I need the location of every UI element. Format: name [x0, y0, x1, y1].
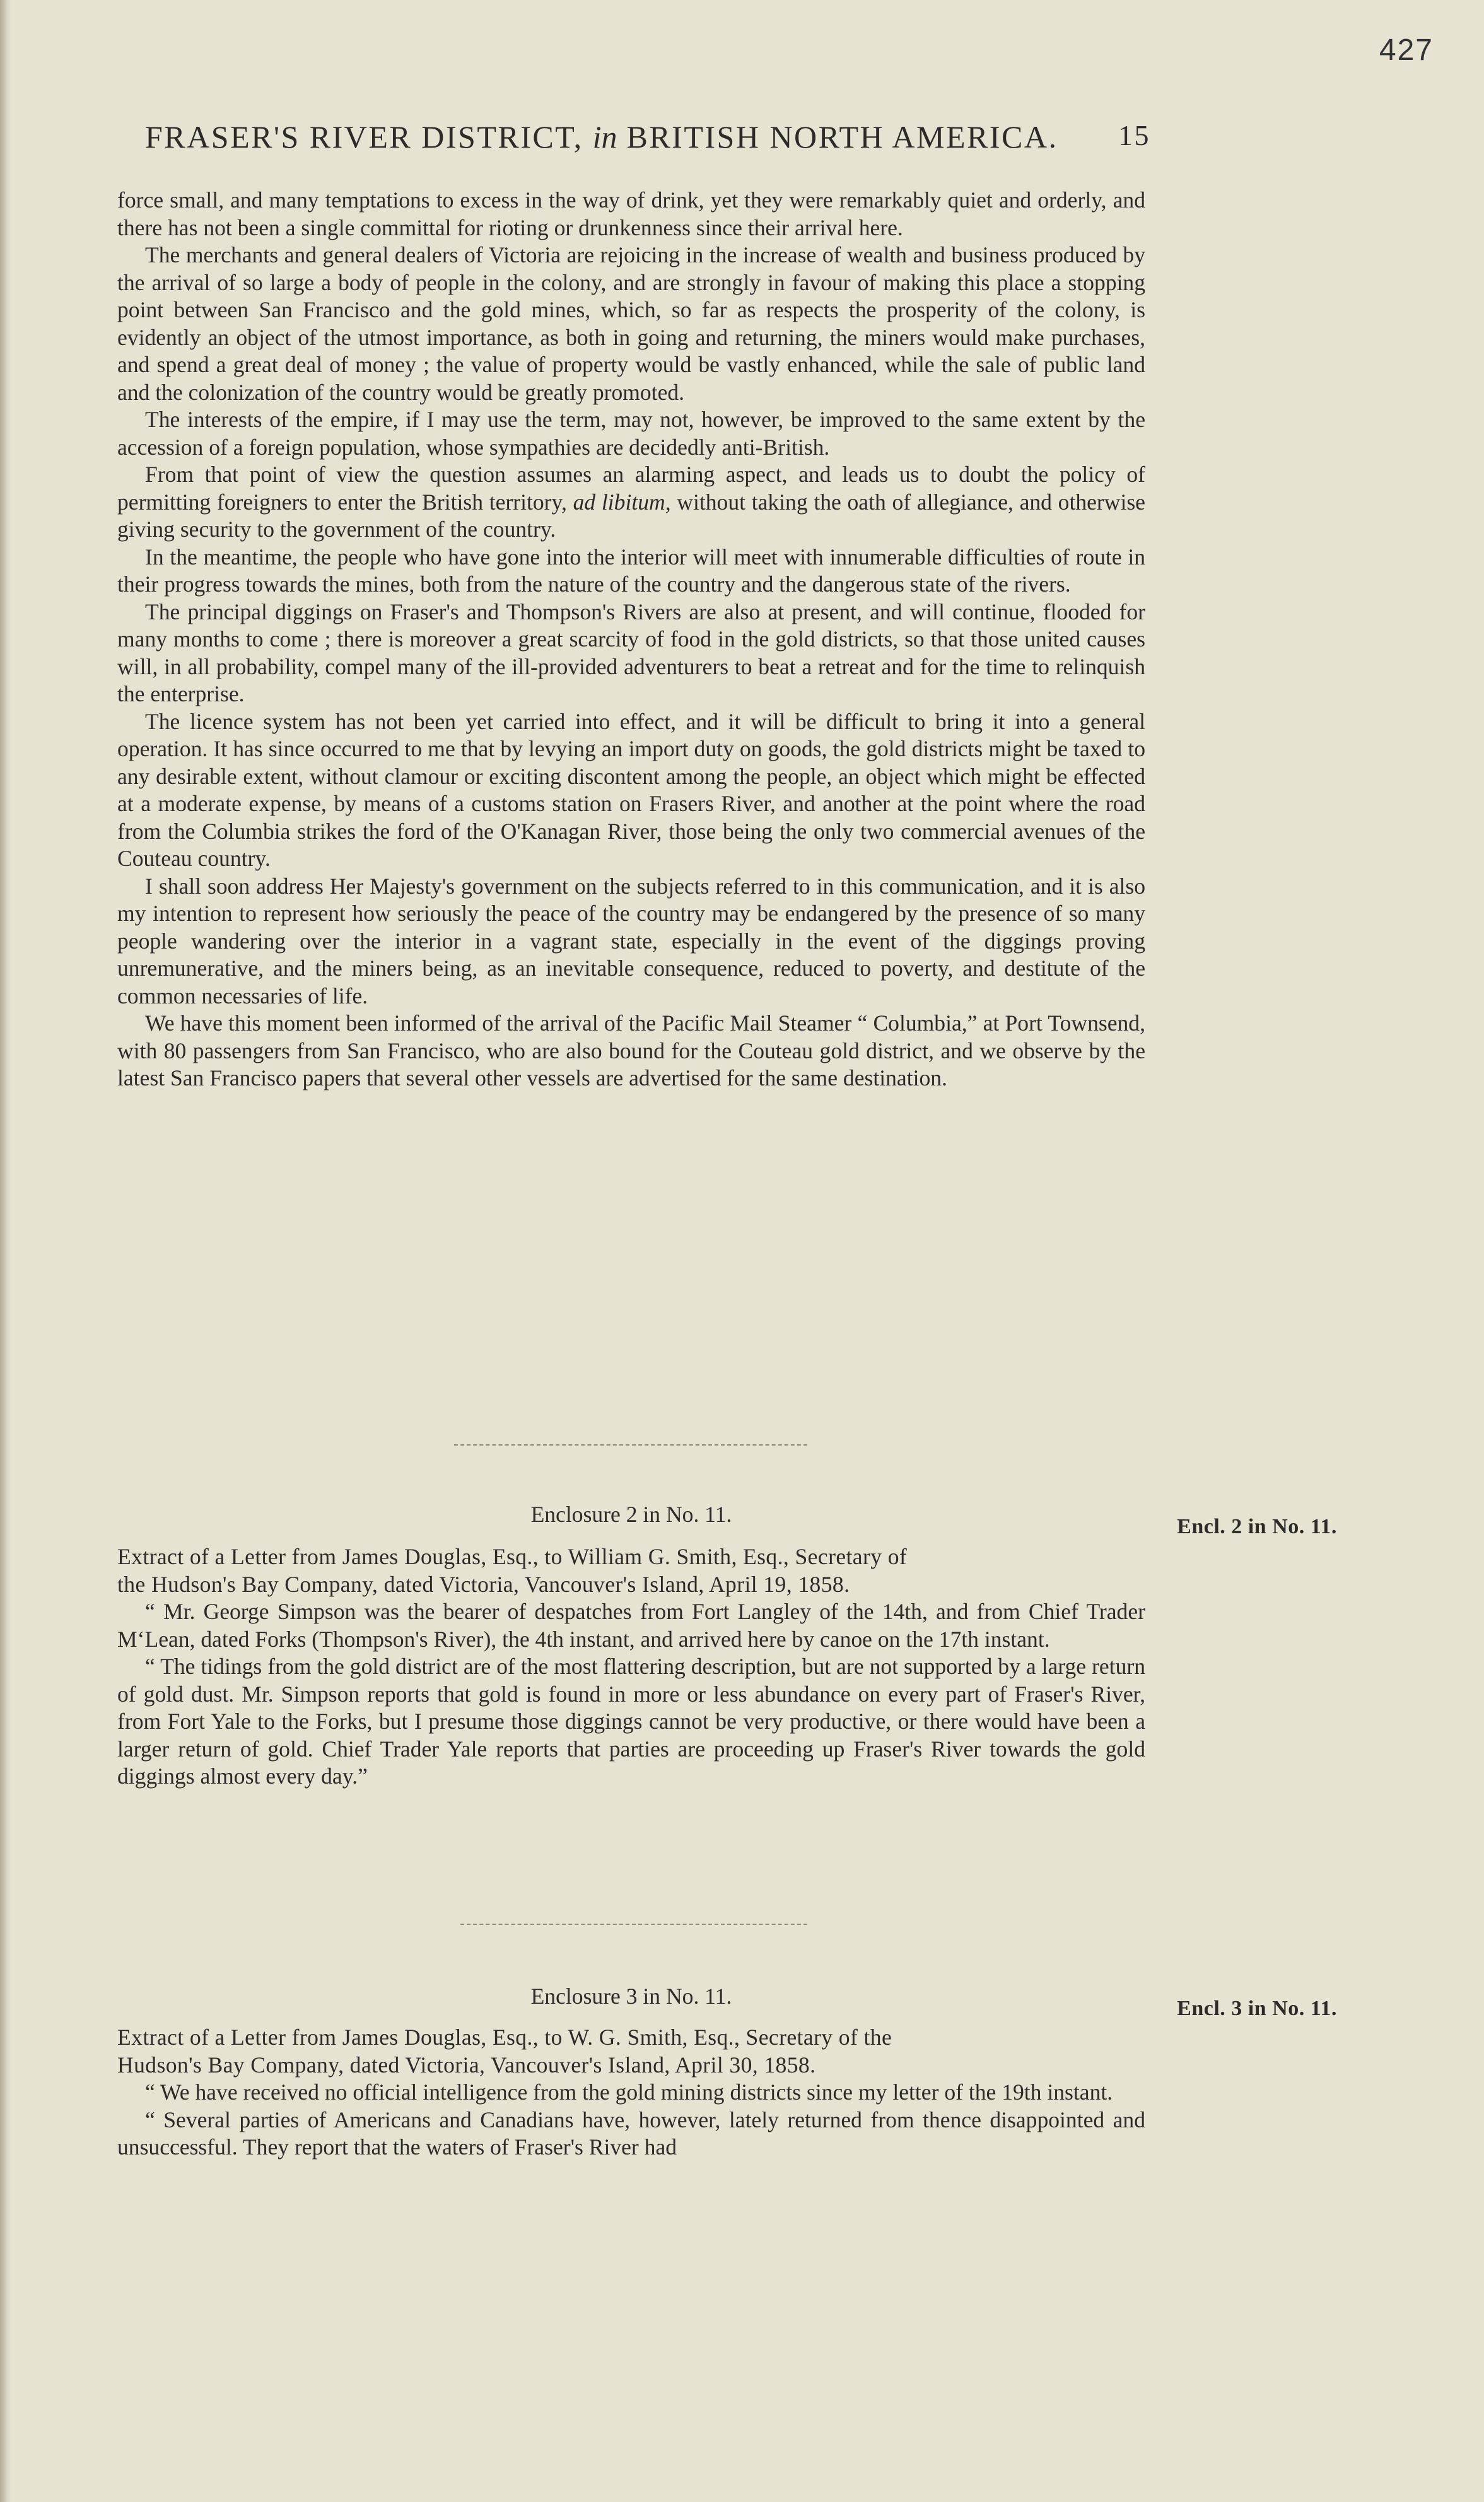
paragraph: In the meantime, the people who have gone into the interior will meet with innumerable difficulties of route in their progress towards the mines, both from the nature of the country and the dangerous state of the rivers. — [117, 544, 1145, 597]
running-head-title: FRASER'S RIVER DISTRICT, — [145, 119, 583, 155]
enclosure-2-heading: Enclosure 2 in No. 11. — [530, 1502, 732, 1527]
quoted-paragraph: “ We have received no official intelligence from the gold mining districts since my letter of the 19th instant. — [145, 2079, 1113, 2105]
running-head-in: in — [592, 119, 617, 155]
paragraph: The licence system has not been yet carried into effect, and it will be difficult to bring it into a general operation. It has since occurred to me that by levying an import duty on goods, the gold districts might be taxed to any desirable extent, without clamour or exciting discontent among the people, an object which might be effected at a moderate expense, by means of a customs station on Frasers River, and another at the point where the road from the Columbia strikes the ford of the O'Kanagan River, those being the only two commercial avenues of the Couteau country. — [117, 708, 1145, 871]
running-head-title-end: BRITISH NORTH AMERICA. — [626, 119, 1058, 155]
paragraph: The merchants and general dealers of Victoria are rejoicing in the increase of wealth and business produced by the arrival of so large a body of people in the colony, and are strongly in favour of making this place a stopping point between San Francisco and the gold mines, which, so far as respects the prosperity of the colony, is evidently an object of the utmost importance, as both in going and returning, the miners would make purchases, and spend a great deal of money ; the value of property would be vastly enhanced, while the sale of public land and the colonization of the country would be greatly promoted. — [117, 242, 1145, 405]
paragraph: The interests of the empire, if I may use the term, may not, however, be improved to the same extent by the accession of a foreign population, whose sympathies are decidedly anti-British. — [117, 407, 1145, 460]
paragraph: The principal diggings on Fraser's and Thompson's Rivers are also at present, and will continue, flooded for many months to come ; there is moreover a great scarcity of food in the gold districts, so that those united causes will, in all probability, compel many of the ill-provided adventurers to beat a retreat and for the time to relinquish the enterprise. — [117, 599, 1145, 706]
paragraph: force small, and many temptations to excess in the way of drink, yet they were remarkably quiet and orderly, and there has not been a single committal for rioting or drunkenness since their arrival here. — [117, 187, 1145, 240]
page-binding-edge — [0, 0, 11, 2502]
quoted-paragraph: “ Several parties of Americans and Canadians have, however, lately returned from thence disappointed and unsuccessful. They report that the waters of Fraser's River had — [117, 2107, 1145, 2160]
enclosure-3-margin-note: Encl. 3 in No. 11. — [1177, 1997, 1337, 2020]
enclosure-3-extract — [117, 2024, 1145, 2161]
paragraph — [117, 461, 1145, 544]
italic-phrase: ad libitum, — [573, 489, 671, 515]
quoted-paragraph: “ Mr. George Simpson was the bearer of despatches from Fort Langley of the 14th, and from Chief Trader M‘Lean, dated Forks (Thompson's River), the 4th instant, and arrived here by canoe on the 17th instant. — [117, 1599, 1145, 1652]
extract-title — [117, 2024, 1145, 2079]
enclosure-3-heading: Enclosure 3 in No. 11. — [530, 1984, 732, 2009]
running-head-number: 15 — [1118, 119, 1150, 151]
section-divider — [454, 1444, 807, 1446]
extract-title — [117, 1543, 1145, 1598]
enclosure-2-margin-note: Encl. 2 in No. 11. — [1177, 1515, 1337, 1538]
page-number: 427 — [1379, 33, 1434, 67]
extract-title-line: Extract of a Letter from James Douglas, Esq., to William G. Smith, Esq., Secretary of — [117, 1544, 908, 1569]
extract-title-line: the Hudson's Bay Company, dated Victoria, Vancouver's Island, April 19, 1858. — [117, 1571, 850, 1597]
enclosure-2-extract — [117, 1543, 1145, 1791]
paragraph-text: From that point of view the question assumes an alarming aspect, and leads us to doubt the policy of permitting foreigners to enter the British territory, — [117, 462, 1145, 515]
section-divider — [460, 1924, 807, 1925]
running-head — [145, 119, 1150, 155]
quoted-paragraph: “ The tidings from the gold district are of the most flattering description, but are not supported by a large return of gold dust. Mr. Simpson reports that gold is found in more or less abundance on every part of Fraser's River, from Fort Yale to the Forks, but I presume those diggings cannot be very productive, or there would have been a larger return of gold. Chief Trader Yale reports that parties are proceeding up Fraser's River towards the gold diggings almost every day.” — [117, 1654, 1145, 1789]
paragraph: We have this moment been informed of the arrival of the Pacific Mail Steamer “ Columbia,” at Port Townsend, with 80 passengers from San Francisco, who are also bound for the Couteau gold district, and we observe by the latest San Francisco papers that several other vessels are advertised for the same destination. — [117, 1010, 1145, 1090]
paragraph-text: without taking the oath of allegiance, and otherwise giving security to the government of the country. — [117, 489, 1145, 542]
extract-title-line: Hudson's Bay Company, dated Victoria, Vancouver's Island, April 30, 1858. — [117, 2052, 816, 2078]
paragraph: I shall soon address Her Majesty's government on the subjects referred to in this communication, and it is also my intention to represent how seriously the peace of the country may be endangered by the presence of so many people wandering over the interior in a vagrant state, especially in the event of the diggings proving unremunerative, and the miners being, as an inevitable consequence, reduced to poverty, and destitute of the common necessaries of life. — [117, 873, 1145, 1008]
extract-title-line: Extract of a Letter from James Douglas, Esq., to W. G. Smith, Esq., Secretary of the — [117, 2025, 892, 2050]
letter-body — [117, 187, 1145, 1092]
